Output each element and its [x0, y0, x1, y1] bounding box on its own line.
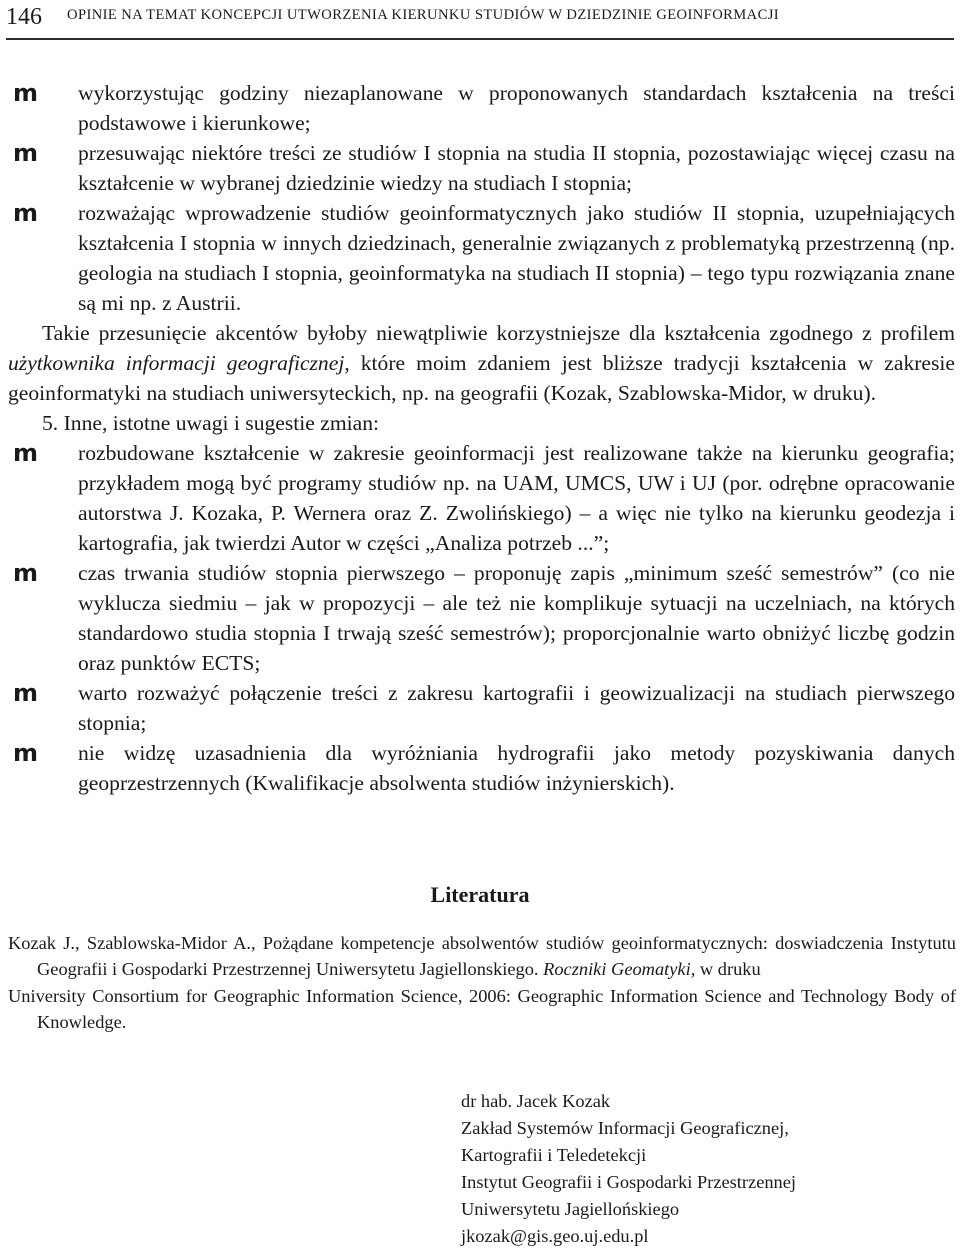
bullet-icon: m	[13, 139, 39, 167]
list-item: m nie widzę uzasadnienia dla wyróżniania hydrografii jako metody pozyskiwania danych geoprzestrzennych (Kwalifikacje absolwenta studiów inżynierskich).	[13, 739, 955, 795]
literature-heading: Literatura	[430, 882, 530, 907]
list-item: m rozbudowane kształcenie w zakresie geoinformacji jest realizowane także na kierunku geografia; przykładem mogą być programy studiów np. na UAM, UMCS, UW i UJ (por. odrębne opracowanie autorstwa J. Kozaka, P. Wernera oraz Z. Zwolińskiego) – a więc nie tylko na kierunku geodezja i kartografia, jak twierdzi Autor w części „Analiza potrzeb ...”;	[13, 439, 955, 555]
author-name: dr hab. Jacek Kozak	[461, 1091, 611, 1111]
list-item: m przesuwając niektóre treści ze studiów I stopnia na studia II stopnia, pozostawiając więcej czasu na kształcenie w wybranej dziedzinie wiedzy na studiach I stopnia;	[13, 139, 955, 195]
reference-item: University Consortium for Geographic Information Science, 2006: Geographic Information Science and Technology Body of Knowledge.	[8, 985, 956, 1032]
bullet-icon: m	[13, 739, 39, 767]
list-item: m warto rozważyć połączenie treści z zakresu kartografii i geowizualizacji na studiach pierwszego stopnia;	[13, 679, 955, 735]
bullet-icon: m	[13, 79, 39, 107]
author-affiliation	[461, 1088, 796, 1250]
references	[8, 930, 956, 1035]
journal-title: Roczniki Geomatyki	[543, 959, 691, 980]
author-email: jkozak@gis.geo.uj.edu.pl	[461, 1226, 649, 1246]
affiliation-line: Uniwersytetu Jagiellońskiego	[461, 1199, 680, 1219]
bullet-icon: m	[13, 679, 39, 707]
affiliation-line: Zakład Systemów Informacji Geograficznej,	[461, 1118, 789, 1138]
page-number: 146	[6, 4, 42, 30]
affiliation-line: Kartografii i Teledetekcji	[461, 1145, 647, 1165]
list-item: m wykorzystując godziny niezaplanowane w proponowanych standardach kształcenia na treści podstawowe i kierunkowe;	[13, 79, 955, 135]
bullet-icon: m	[13, 199, 39, 227]
page-header	[6, 0, 954, 40]
bullet-list-2	[8, 438, 955, 798]
emphasis: użytkownika informacji geograficznej	[8, 351, 345, 375]
list-item: m czas trwania studiów stopnia pierwszego – proponuję zapis „minimum sześć semestrów” (co nie wyklucza siedmiu – jak w propozycji – ale też nie komplikuje sytuacji na uczelniach, na których standardowo studia stopnia I trwają sześć semestrów); proporcjonalnie warto obniżyć liczbę godzin oraz punktów ECTS;	[13, 559, 955, 675]
paragraph: Takie przesunięcie akcentów byłoby niewątpliwie korzystniejsze dla kształcenia zgodnego z profilem użytkownika informacji geograficznej, które moim zdaniem jest bliższe tradycji kształcenia w zakresie geoinformatyki na studiach uniwersyteckich, np. na geografii (Kozak, Szablowska-Midor, w druku).	[8, 321, 956, 405]
affiliation-line: Instytut Geografii i Gospodarki Przestrzennej	[461, 1172, 797, 1192]
reference-item: Kozak J., Szablowska-Midor A., Pożądane kompetencje absolwentów studiów geoinformatycznych: doswiadczenia Instytutu Geografii i Gospodarki Przestrzennej Uniwersytetu Jagiellonskiego. Roczniki Geomatyki, w druku	[8, 933, 956, 980]
bullet-icon: m	[13, 439, 39, 467]
list-item: m rozważając wprowadzenie studiów geoinformatycznych jako studiów II stopnia, uzupełniających kształcenia I stopnia w innych dziedzinach, generalnie związanych z problematyką przestrzenną (np. geologia na studiach I stopnia, geoinformatyka na studiach II stopnia) – tego typu rozwiązania znane są mi np. z Austrii.	[13, 199, 955, 315]
running-title: OPINIE NA TEMAT KONCEPCJI UTWORZENIA KIERUNKU STUDIÓW W DZIEDZINIE GEOINFORMACJI	[67, 7, 780, 23]
bullet-icon: m	[13, 559, 39, 587]
article-body	[8, 78, 955, 798]
section-heading: 5. Inne, istotne uwagi i sugestie zmian:	[42, 411, 380, 435]
bullet-list-1	[8, 78, 955, 318]
